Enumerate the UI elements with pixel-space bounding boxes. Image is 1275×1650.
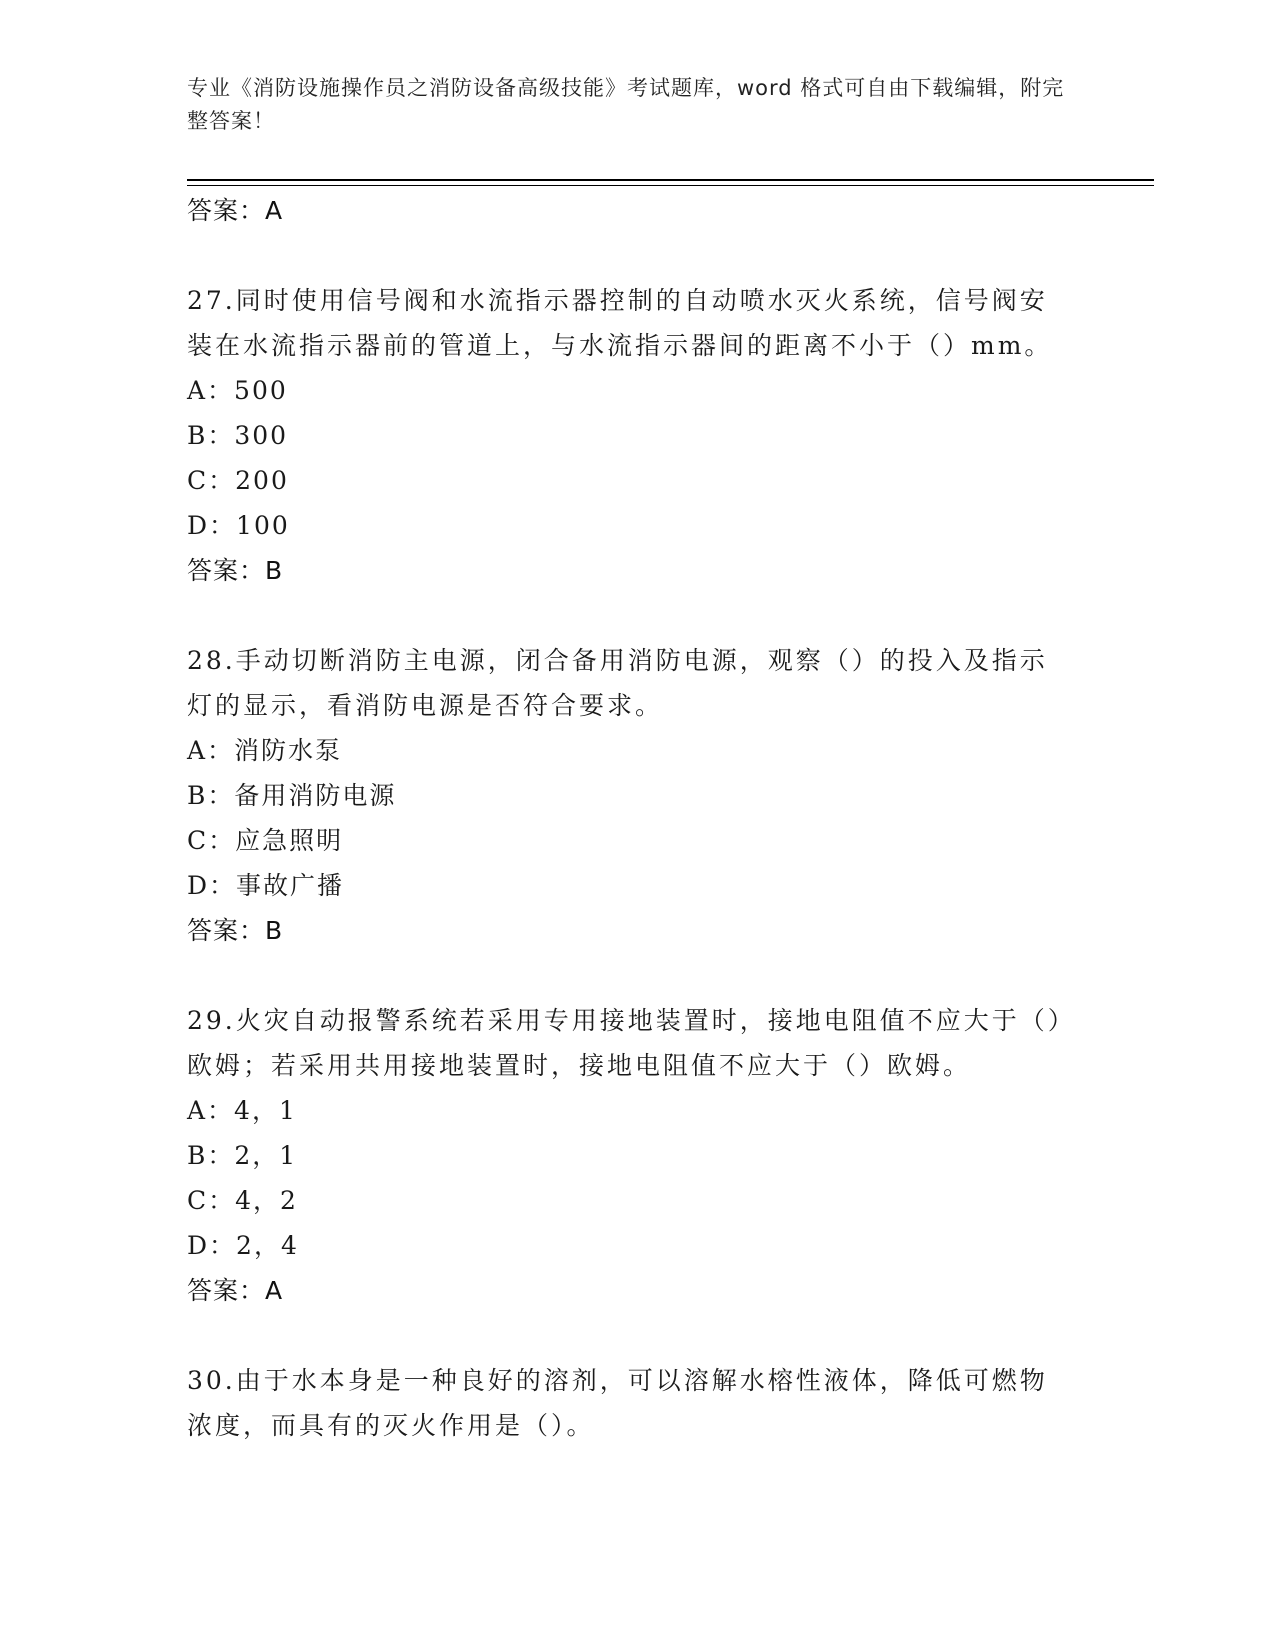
question-text: 27.同时使用信号阀和水流指示器控制的自动喷水灭火系统，信号阀安装在水流指示器前的管道上，与水流指示器间的距离不小于（）mm。: [187, 286, 1053, 360]
answer-line: 答案：B: [187, 556, 284, 585]
question-text: 28.手动切断消防主电源，闭合备用消防电源，观察（）的投入及指示灯的显示，看消防电源是否符合要求。: [187, 646, 1048, 720]
header-divider-thin: [187, 185, 1154, 186]
option-b: B：备用消防电源: [187, 781, 397, 810]
option-c: C：应急照明: [187, 826, 344, 855]
page-header-text: 专业《消防设施操作员之消防设备高级技能》考试题库，word 格式可自由下载编辑，附完整答案！: [187, 76, 1065, 133]
answer-line: 答案：A: [187, 1276, 284, 1305]
option-d: D：100: [187, 511, 290, 540]
question-list: [187, 188, 1087, 1448]
option-c: C：200: [187, 466, 289, 495]
header-divider-thick: [187, 179, 1154, 181]
question-text: 29.火灾自动报警系统若采用专用接地装置时，接地电阻值不应大于（）欧姆；若采用共用接地装置时，接地电阻值不应大于（）欧姆。: [187, 1006, 1064, 1080]
option-a: A：4，1: [187, 1096, 297, 1125]
option-d: D：2，4: [187, 1231, 299, 1260]
question-27: [187, 278, 1087, 594]
question-29: [187, 998, 1087, 1314]
option-b: B：2，1: [187, 1141, 298, 1170]
option-b: B：300: [187, 421, 289, 450]
answer-line: 答案：B: [187, 916, 284, 945]
option-c: C：4，2: [187, 1186, 298, 1215]
question-30: [187, 1358, 1087, 1448]
answer-line-26: 答案：A: [187, 196, 284, 225]
question-28: [187, 638, 1087, 954]
question-text: 30.由于水本身是一种良好的溶剂，可以溶解水榕性液体，降低可燃物浓度，而具有的灭火作用是（）。: [187, 1366, 1048, 1440]
option-d: D：事故广播: [187, 871, 345, 900]
option-a: A：500: [187, 376, 288, 405]
option-a: A：消防水泵: [187, 736, 343, 765]
